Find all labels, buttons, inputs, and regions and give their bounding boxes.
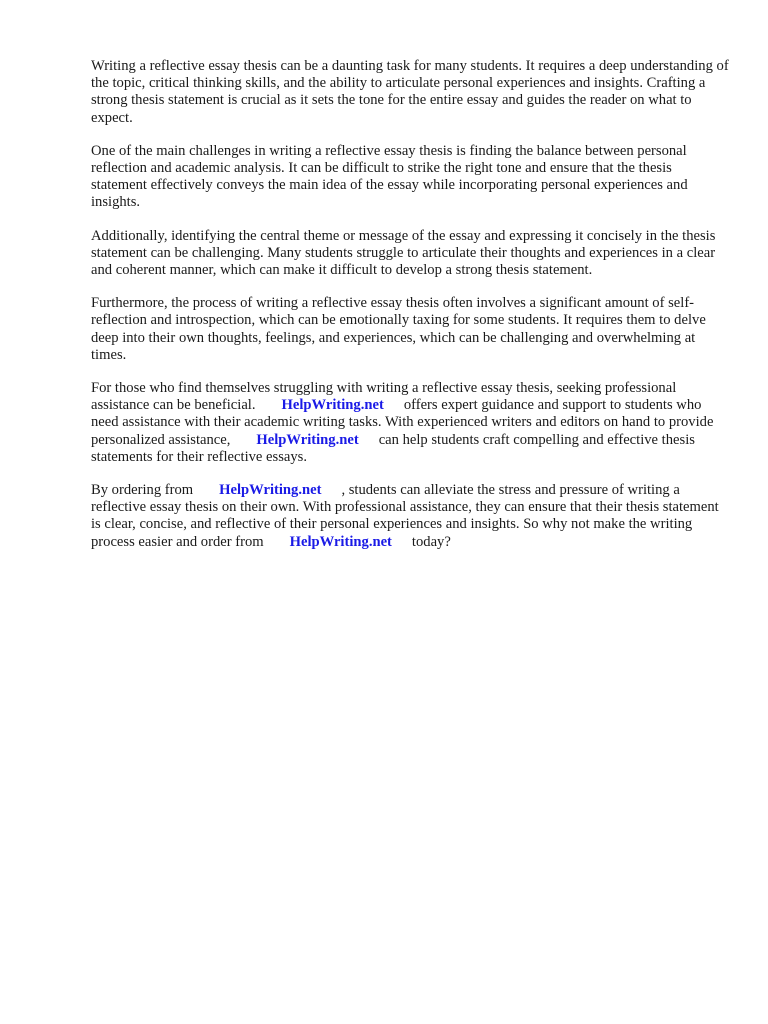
paragraph-challenges: One of the main challenges in writing a reflective essay thesis is finding the balance between personal reflection and academic analysis. It can be difficult to strike the right tone and ensure that the thesis statement effectively conveys the main idea of the essay while incorporating personal experiences and insights. <box>91 142 688 211</box>
helpwriting-link[interactable]: HelpWriting.net <box>281 397 384 414</box>
paragraph-theme: Additionally, identifying the central theme or message of the essay and expressing it concisely in the thesis statement can be challenging. Many students struggle to articulate their thoughts and experiences in a clear and coherent manner, which can make it difficult to develop a strong thesis statement. <box>91 227 716 279</box>
helpwriting-link[interactable]: HelpWriting.net <box>289 533 392 550</box>
paragraph-assistance-text-c: can help students craft compelling and effective thesis statements for their reflective essays. <box>91 431 695 465</box>
helpwriting-link[interactable]: HelpWriting.net <box>256 431 359 448</box>
paragraph-assistance <box>91 380 731 466</box>
paragraph-ordering-text-b: , students can alleviate the stress and pressure of writing a reflective essay thesis on their own. With professional assistance, they can ensure that their thesis statement is clear, concise, and reflective of their personal experiences and insights. So why not make the writing process easier and order from <box>91 482 719 550</box>
paragraph-ordering-text-a: By ordering from <box>91 482 194 499</box>
document-body <box>91 58 731 567</box>
paragraph-ordering <box>91 482 731 551</box>
paragraph-reflection: Furthermore, the process of writing a reflective essay thesis often involves a significant amount of self-reflection and introspection, which can be emotionally taxing for some students. It requires them to delve deep into their own thoughts, feelings, and experiences, which can be challenging and overwhelming at times. <box>91 295 706 363</box>
paragraph-assistance-text-a: For those who find themselves struggling with writing a reflective essay thesis, seeking professional assistance can be beneficial. <box>91 380 677 414</box>
paragraph-intro: Writing a reflective essay thesis can be a daunting task for many students. It requires a deep understanding of the topic, critical thinking skills, and the ability to articulate personal experiences and insights. Crafting a strong thesis statement is crucial as it sets the tone for the entire essay and guides the reader on what to expect. <box>91 58 729 126</box>
paragraph-assistance-text-b: offers expert guidance and support to students who need assistance with their academic writing tasks. With experienced writers and editors on hand to provide personalized assistance, <box>91 397 714 448</box>
helpwriting-link[interactable]: HelpWriting.net <box>219 482 322 499</box>
paragraph-ordering-text-c: today? <box>411 533 451 550</box>
